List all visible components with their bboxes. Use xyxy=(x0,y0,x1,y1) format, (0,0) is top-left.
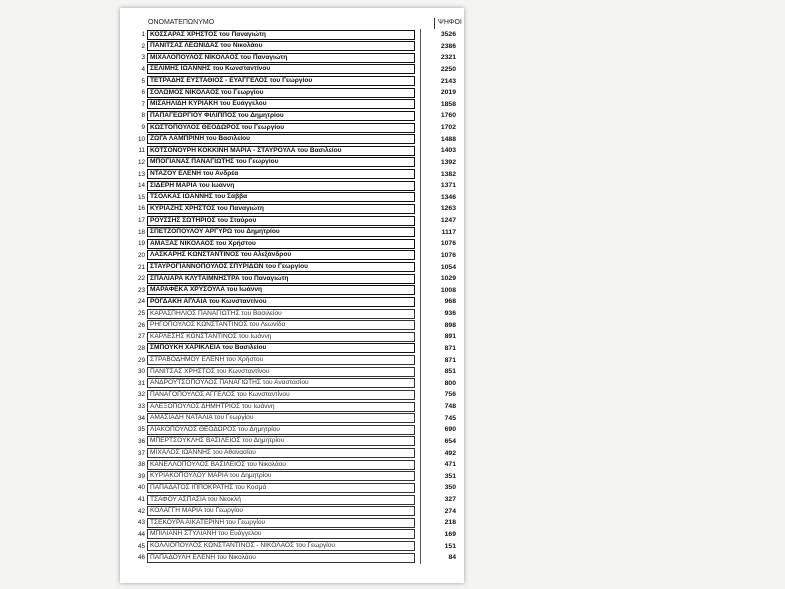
row-number: 38 xyxy=(137,461,145,469)
vote-count: 2321 xyxy=(440,54,456,62)
row-number: 45 xyxy=(137,542,145,550)
vote-count: 1263 xyxy=(440,205,456,213)
table-row xyxy=(126,203,456,215)
table-row xyxy=(126,529,456,541)
row-number: 26 xyxy=(137,321,145,329)
vote-count: 1008 xyxy=(440,286,456,294)
row-number: 16 xyxy=(137,205,145,213)
vote-count: 800 xyxy=(444,379,456,387)
table-row xyxy=(126,41,456,53)
table-row xyxy=(126,273,456,285)
vote-count: 1117 xyxy=(441,228,456,236)
table-row xyxy=(126,145,456,157)
table-row xyxy=(126,401,456,413)
table-row xyxy=(126,366,456,378)
candidate-name: ΜΑΡΑΦΕΚΑ ΧΡΥΣΟΥΛΑ του Ιωάννη xyxy=(147,285,415,295)
vote-count: 1371 xyxy=(440,182,456,190)
candidate-name: ΣΜΠΟΥΚΗ ΧΑΡΙΚΛΕΙΑ του Βασιλείου xyxy=(147,343,415,353)
row-number: 35 xyxy=(137,426,145,434)
candidate-name: ΛΙΑΚΟΠΟΥΛΟΣ ΘΕΟΔΩΡΟΣ του Δημητρίου xyxy=(147,425,415,435)
vote-count: 1858 xyxy=(440,100,456,108)
table-row xyxy=(126,436,456,448)
table-row xyxy=(126,494,456,506)
row-number: 34 xyxy=(137,414,145,422)
candidate-name: ΚΑΝΕΛΛΟΠΟΥΛΟΣ ΒΑΣΙΛΕΙΟΣ του Νικολάου xyxy=(147,460,415,470)
row-number: 30 xyxy=(137,368,145,376)
table-row xyxy=(126,76,456,88)
vote-count: 1029 xyxy=(440,275,456,283)
table-row xyxy=(126,52,456,64)
candidate-name: ΤΣΕΚΟΥΡΑ ΑΙΚΑΤΕΡΙΝΗ του Γεωργίου xyxy=(147,518,415,528)
row-number: 44 xyxy=(137,530,145,538)
row-number: 36 xyxy=(137,437,145,445)
row-number: 37 xyxy=(137,449,145,457)
table-row xyxy=(126,331,456,343)
vote-count: 871 xyxy=(444,356,456,364)
vote-count: 1076 xyxy=(440,240,456,248)
row-number: 14 xyxy=(137,182,145,190)
candidate-name: ΣΙΔΕΡΗ ΜΑΡΙΑ του Ιωάννη xyxy=(147,181,415,191)
candidate-name: ΑΜΑΞΑΣ ΝΙΚΟΛΑΟΣ του Χρήστου xyxy=(147,239,415,249)
row-number: 20 xyxy=(137,251,145,259)
row-number: 4 xyxy=(141,65,145,73)
row-number: 46 xyxy=(137,554,145,562)
row-number: 2 xyxy=(141,42,145,50)
candidate-name: ΣΠΕΤΖΟΠΟΥΛΟΥ ΑΡΓΥΡΩ του Δημητρίου xyxy=(147,227,415,237)
row-number: 1 xyxy=(141,31,145,38)
candidate-name: ΤΕΤΡΑΔΗΣ ΕΥΣΤΑΘΙΟΣ - ΕΥΑΓΓΕΛΟΣ του Γεωργίου xyxy=(147,76,415,86)
vote-count: 350 xyxy=(444,484,456,492)
candidate-name: ΠΑΠΑΔΟΥΛΗ ΕΛΕΝΗ του Νικολάου xyxy=(147,553,415,563)
table-row xyxy=(126,157,456,169)
candidate-name: ΣΤΡΑΒΟΔΗΜΟΥ ΕΛΕΝΗ του Χρήστου xyxy=(147,355,415,365)
table-row xyxy=(126,308,456,320)
candidate-name: ΜΙΧΑΛΟΣ ΙΩΑΝΝΗΣ του Αθανασίου xyxy=(147,448,415,458)
table-row xyxy=(126,122,456,134)
vote-count: 690 xyxy=(444,426,456,434)
row-number: 24 xyxy=(137,298,145,306)
table-row xyxy=(126,413,456,425)
vote-count: 1392 xyxy=(440,158,456,166)
candidate-name: ΜΠΙΛΙΑΝΗ ΣΤΥΛΙΑΝΗ του Ευάγγελου xyxy=(147,529,415,539)
candidate-name: ΣΤΑΥΡΟΓΙΑΝΝΟΠΟΥΛΟΣ ΣΠΥΡΙΔΩΝ του Γεωργίου xyxy=(147,262,415,272)
vote-count: 745 xyxy=(444,414,456,422)
candidate-name: ΚΥΡΙΑΚΟΠΟΥΛΟΥ ΜΑΡΙΑ του Δημητρίου xyxy=(147,471,415,481)
table-row xyxy=(126,192,456,204)
candidate-name: ΠΑΝΑΓΟΠΟΥΛΟΣ ΑΓΓΕΛΟΣ του Κωνσταντίνου xyxy=(147,390,415,400)
candidate-name: ΝΤΑΖΟΥ ΕΛΕΝΗ του Ανδρέα xyxy=(147,169,415,179)
table-row xyxy=(126,99,456,111)
row-number: 27 xyxy=(137,333,145,341)
table-row xyxy=(126,378,456,390)
candidate-name: ΑΝΔΡΟΥΤΣΟΠΟΥΛΟΣ ΠΑΝΑΓΙΩΤΗΣ του Αναστασίου xyxy=(147,378,415,388)
vote-count: 1702 xyxy=(440,124,456,131)
table-row xyxy=(126,343,456,355)
vote-count: 851 xyxy=(444,368,456,376)
candidate-name: ΚΑΡΛΕΣΗΣ ΚΩΝΣΤΑΝΤΙΝΟΣ του Ιωάννη xyxy=(147,332,415,342)
candidate-name: ΜΠΕΡΤΣΟΥΚΛΗΣ ΒΑΣΙΛΕΙΟΣ του Δημητρίου xyxy=(147,436,415,446)
votes-column-header: ΨΗΦΟΙ xyxy=(438,19,462,26)
vote-count: 1247 xyxy=(440,217,456,224)
row-number: 23 xyxy=(137,286,145,294)
candidate-name: ΠΑΠΑΓΕΩΡΓΙΟΥ ΦΙΛΙΠΠΟΣ του Δημητρίου xyxy=(147,111,415,121)
row-number: 13 xyxy=(137,170,145,178)
row-number: 3 xyxy=(141,54,145,62)
table-row xyxy=(126,389,456,401)
table-row xyxy=(126,262,456,274)
candidate-name: ΑΛΕΞΟΠΟΥΛΟΣ ΔΗΜΗΤΡΙΟΣ του Ιωάννη xyxy=(147,402,415,412)
row-number: 22 xyxy=(137,275,145,283)
candidate-name: ΚΟΤΣΟΝΟΥΡΗ ΚΟΚΚΙΝΗ ΜΑΡΙΑ - ΣΤΑΥΡΟΥΛΑ του Βασιλείου xyxy=(147,146,415,156)
vote-count: 84 xyxy=(448,554,456,562)
row-number: 28 xyxy=(137,344,145,352)
table-row xyxy=(126,110,456,122)
vote-count: 1382 xyxy=(440,170,456,178)
vote-count: 3526 xyxy=(440,31,456,38)
row-number: 18 xyxy=(137,228,145,236)
row-number: 9 xyxy=(141,124,145,131)
table-row xyxy=(126,250,456,262)
table-row xyxy=(126,29,456,41)
candidate-name: ΚΟΣΣΑΡΑΣ ΧΡΗΣΤΟΣ του Παναγιώτη xyxy=(147,30,415,40)
row-number: 19 xyxy=(137,240,145,248)
row-number: 21 xyxy=(137,263,145,271)
row-number: 17 xyxy=(137,217,145,224)
candidate-name: ΣΕΛΙΜΗΣ ΙΩΑΝΝΗΣ του Κωνσταντίνου xyxy=(147,64,415,74)
vote-count: 151 xyxy=(444,542,456,550)
vote-count: 891 xyxy=(444,333,456,341)
table-row xyxy=(126,482,456,494)
table-row xyxy=(126,471,456,483)
vote-count: 2019 xyxy=(440,89,456,97)
row-number: 8 xyxy=(141,112,145,120)
candidate-name: ΚΟΛΑΓΓΗ ΜΑΡΙΑ του Γεωργίου xyxy=(147,506,415,516)
candidate-name: ΤΣΑΦΟΥ ΑΣΠΑΣΙΑ του Νεοκλή xyxy=(147,495,415,505)
table-row xyxy=(126,87,456,99)
vote-count: 1403 xyxy=(440,147,456,155)
row-number: 25 xyxy=(137,310,145,317)
table-row xyxy=(126,296,456,308)
table-row xyxy=(126,424,456,436)
row-number: 41 xyxy=(137,496,145,503)
vote-count: 1760 xyxy=(440,112,456,120)
row-number: 32 xyxy=(137,391,145,399)
table-row xyxy=(126,215,456,227)
table-row xyxy=(126,227,456,239)
table-row xyxy=(126,506,456,518)
row-number: 6 xyxy=(141,89,145,97)
table-row xyxy=(126,517,456,529)
column-divider xyxy=(434,18,435,29)
vote-count: 936 xyxy=(444,310,456,317)
row-number: 39 xyxy=(137,472,145,480)
vote-count: 274 xyxy=(444,507,456,515)
candidate-name: ΜΠΟΓΙΑΝΑΣ ΠΑΝΑΓΙΩΤΗΣ του Γεωργίου xyxy=(147,157,415,167)
candidate-name: ΣΠΑΛΙΑΡΑ ΚΛΥΤΑΙΜΝΗΣΤΡΑ του Παναγιώτη xyxy=(147,274,415,284)
table-row xyxy=(126,541,456,553)
vote-count: 1054 xyxy=(440,263,456,271)
row-number: 42 xyxy=(137,507,145,515)
table-row xyxy=(126,238,456,250)
candidate-name: ΜΙΧΑΛΟΠΟΥΛΟΣ ΝΙΚΟΛΑΟΣ του Παναγιώτη xyxy=(147,53,415,63)
table-row xyxy=(126,355,456,367)
vote-count: 871 xyxy=(444,344,456,352)
row-number: 43 xyxy=(137,519,145,527)
document-page xyxy=(120,8,464,583)
candidate-name: ΚΩΣΤΟΠΟΥΛΟΣ ΘΕΟΔΩΡΟΣ του Γεωργίου xyxy=(147,123,415,133)
row-number: 5 xyxy=(141,77,145,85)
candidate-name: ΛΑΣΚΑΡΗΣ ΚΩΝΣΤΑΝΤΙΝΟΣ του Αλεξάνδρου xyxy=(147,250,415,260)
results-table xyxy=(126,29,456,564)
row-number: 15 xyxy=(137,193,145,201)
row-number: 10 xyxy=(137,135,145,143)
candidate-name: ΑΜΑΣΙΑΔΗ ΝΑΤΑΛΙΑ του Γεωργίου xyxy=(147,413,415,423)
row-number: 12 xyxy=(137,158,145,166)
candidate-name: ΠΑΝΙΤΣΑΣ ΧΡΗΣΤΟΣ του Κωνσταντίνου xyxy=(147,367,415,377)
candidate-name: ΡΟΥΣΣΗΣ ΣΩΤΗΡΙΟΣ του Σταύρου xyxy=(147,216,415,226)
vote-count: 2386 xyxy=(440,42,456,50)
candidate-name: ΠΑΠΑΔΑΤΟΣ ΙΠΠΟΚΡΑΤΗΣ του Κοσμά xyxy=(147,483,415,493)
vote-count: 968 xyxy=(444,298,456,306)
vote-count: 218 xyxy=(444,519,456,527)
candidate-name: ΡΗΓΟΠΟΥΛΟΣ ΚΩΝΣΤΑΝΤΙΝΟΣ του Λεωνίδα xyxy=(147,320,415,330)
vote-count: 492 xyxy=(444,449,456,457)
vote-count: 654 xyxy=(444,437,456,445)
vote-count: 327 xyxy=(444,496,456,503)
table-row xyxy=(126,448,456,460)
vote-count: 898 xyxy=(444,321,456,329)
name-column-header: ΟΝΟΜΑΤΕΠΩΝΥΜΟ xyxy=(148,19,215,26)
candidate-name: ΡΟΓΔΑΚΗ ΑΓΛΑΙΑ του Κωνσταντίνου xyxy=(147,297,415,307)
vote-count: 471 xyxy=(444,461,456,469)
vote-count: 1346 xyxy=(440,193,456,201)
candidate-name: ΜΙΣΑΗΛΙΔΗ ΚΥΡΙΑΚΗ του Ευάγγελου xyxy=(147,99,415,109)
candidate-name: ΖΩΓΑ ΛΑΜΠΡΙΝΗ του Βασιλείου xyxy=(147,134,415,144)
candidate-name: ΚΟΛΛΙΟΠΟΥΛΟΣ ΚΩΝΣΤΑΝΤΙΝΟΣ - ΝΙΚΟΛΑΟΣ του Γεωργίου xyxy=(147,541,415,551)
table-header xyxy=(140,18,462,29)
vote-count: 1488 xyxy=(440,135,456,143)
candidate-name: ΣΟΛΩΜΟΣ ΝΙΚΟΛΑΟΣ του Γεωργίου xyxy=(147,88,415,98)
vote-count: 169 xyxy=(444,530,456,538)
vote-count: 2250 xyxy=(440,65,456,73)
row-number: 7 xyxy=(141,100,145,108)
row-number: 40 xyxy=(137,484,145,492)
row-number: 29 xyxy=(137,356,145,364)
vote-count: 351 xyxy=(444,472,456,480)
table-row xyxy=(126,459,456,471)
table-row xyxy=(126,552,456,564)
table-row xyxy=(126,64,456,76)
vote-count: 756 xyxy=(444,391,456,399)
vote-count: 2143 xyxy=(440,77,456,85)
candidate-name: ΚΑΡΑΣΠΗΛΙΟΣ ΠΑΝΑΓΙΩΤΗΣ του Βασιλείου xyxy=(147,309,415,319)
candidate-name: ΠΑΝΙΤΣΑΣ ΛΕΩΝΙΔΑΣ του Νικολάου xyxy=(147,41,415,51)
candidate-name: ΤΣΟΛΚΑΣ ΙΩΑΝΝΗΣ του Σάββα xyxy=(147,192,415,202)
row-number: 31 xyxy=(137,379,145,387)
table-row xyxy=(126,180,456,192)
table-row xyxy=(126,320,456,332)
vote-count: 748 xyxy=(444,403,456,410)
table-row xyxy=(126,285,456,297)
candidate-name: ΚΥΡΙΑΖΗΣ ΧΡΗΣΤΟΣ του Παναγιώτη xyxy=(147,204,415,214)
vote-count: 1076 xyxy=(440,251,456,259)
table-row xyxy=(126,134,456,146)
row-number: 33 xyxy=(137,403,145,410)
table-row xyxy=(126,169,456,181)
row-number: 11 xyxy=(138,147,145,155)
